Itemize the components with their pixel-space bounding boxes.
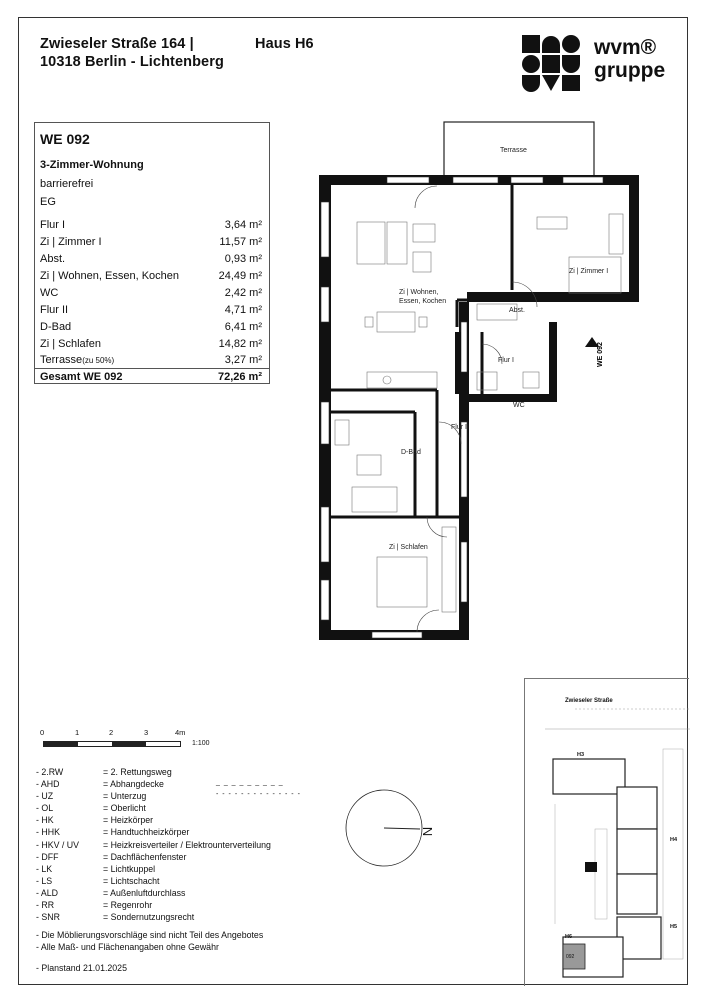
site-house-label: H5 <box>670 924 678 930</box>
area-table <box>34 122 270 384</box>
unit-type: 3-Zimmer-Wohnung <box>40 159 144 171</box>
legend-row <box>36 827 356 839</box>
label-flur2: Flur II <box>451 424 469 431</box>
legend-desc: = Außenluftdurchlass <box>103 887 186 898</box>
exposé-sheet <box>18 17 688 985</box>
room-area: 4,71 m² <box>224 304 262 316</box>
logo-mark-icon <box>520 33 580 93</box>
room-area: 0,93 m² <box>224 253 262 265</box>
legend-row <box>36 815 356 827</box>
room-name-note: (zu 50%) <box>82 356 115 365</box>
scale-tick-label: 4m <box>175 728 186 737</box>
legend-desc: = 2. Rettungsweg <box>103 767 172 777</box>
site-unit-label: 092 <box>566 954 575 960</box>
label-flur1: Flur I <box>498 357 514 364</box>
legend-abbr: - HK <box>36 815 54 826</box>
door-swings <box>415 186 537 632</box>
scale-ratio: 1:100 <box>192 740 210 747</box>
label-wc: WC <box>513 402 525 409</box>
area-row <box>40 219 262 235</box>
legend-desc: = Heizkörper <box>103 815 154 826</box>
room-name: Flur II <box>40 304 69 316</box>
room-name: Flur I <box>40 219 66 231</box>
legend-desc: = Oberlicht <box>103 803 146 814</box>
note-disclaimer: - Alle Maß- und Flächenangaben ohne Gewähr <box>36 942 219 952</box>
label-entrance: WE 092 <box>597 342 604 367</box>
logo-text-gruppe: gruppe <box>594 59 666 82</box>
total-label: Gesamt WE 092 <box>40 371 123 383</box>
legend-row <box>36 888 356 900</box>
room-name: Zi | Wohnen, Essen, Kochen <box>40 270 180 282</box>
scale-tick-label: 3 <box>144 728 149 737</box>
legend-abbr: - LS <box>36 875 53 886</box>
area-row <box>40 270 262 286</box>
legend-desc: = Handtuchheizkörper <box>103 827 190 838</box>
room-name: Zi | Schlafen <box>40 338 101 350</box>
partition-wall <box>455 332 461 394</box>
legend-row <box>36 912 356 924</box>
legend-abbr: - DFF <box>36 851 59 862</box>
address-line-2: 10318 Berlin - Lichtenberg <box>40 54 224 70</box>
notes <box>36 930 366 954</box>
label-living-2: Essen, Kochen <box>399 298 447 305</box>
label-abst: Abst. <box>509 307 525 314</box>
site-plan <box>524 678 689 986</box>
room-area: 3,27 m² <box>224 354 262 366</box>
legend-row <box>36 876 356 888</box>
total-divider <box>35 368 269 369</box>
legend-abbr: - UZ <box>36 791 54 802</box>
legend-row <box>36 803 356 815</box>
scale-tick-label: 2 <box>109 728 114 737</box>
exterior-walls <box>319 175 639 640</box>
legend-line-sample: - - - - - - - - - - - - - - <box>216 791 301 799</box>
legend-abbr: - OL <box>36 803 54 814</box>
unit-floor: EG <box>40 196 56 208</box>
room-area: 24,49 m² <box>218 270 262 282</box>
legend-row <box>36 852 356 864</box>
legend-abbr: - HHK <box>36 827 60 838</box>
scale-bar-graphic <box>43 741 181 747</box>
legend-desc: = Unterzug <box>103 791 147 802</box>
legend-abbr: - AHD <box>36 779 60 790</box>
room-name: Abst. <box>40 253 66 265</box>
site-house-label: H4 <box>670 837 678 843</box>
room-name: Zi | Zimmer I <box>40 236 102 248</box>
note-furniture: - Die Möblierungsvorschläge sind nicht Teil des Angebotes <box>36 930 264 940</box>
label-zimmer1: Zi | Zimmer I <box>569 268 609 275</box>
address-line-1: Zwieseler Straße 164 | <box>40 36 194 52</box>
unit-accessibility: barrierefrei <box>40 178 94 190</box>
legend-row <box>36 779 356 791</box>
site-house-label: H6 <box>565 934 573 940</box>
abbreviation-legend <box>36 767 356 924</box>
legend-desc: = Lichtschacht <box>103 875 160 886</box>
legend-abbr: - RR <box>36 900 55 911</box>
legend-abbr: - SNR <box>36 912 60 923</box>
wvm-logo <box>520 33 680 93</box>
room-area: 14,82 m² <box>218 338 262 350</box>
legend-abbr: - LK <box>36 863 53 874</box>
room-area: 2,42 m² <box>224 287 262 299</box>
unit-title: WE 092 <box>40 131 90 147</box>
legend-desc: = Abhangdecke <box>103 779 164 790</box>
total-row <box>40 371 262 383</box>
legend-abbr: - ALD <box>36 887 59 898</box>
compass-icon <box>344 788 424 868</box>
room-name <box>40 354 114 366</box>
north-label: N <box>420 826 436 837</box>
legend-abbr: - HKV / UV <box>36 839 80 850</box>
terrace-label: Terrasse <box>500 147 527 154</box>
house-label: Haus H6 <box>255 36 314 52</box>
area-row <box>40 236 262 252</box>
plan-date: - Planstand 21.01.2025 <box>36 963 127 973</box>
scale-bar <box>40 728 220 758</box>
site-house-label: H3 <box>577 752 585 758</box>
site-street-label: Zwieseler Straße <box>565 698 613 704</box>
floor-plan <box>317 122 609 672</box>
room-name: WC <box>40 287 59 299</box>
legend-row <box>36 900 356 912</box>
logo-text-wvm: wvm® <box>594 36 657 59</box>
legend-row <box>36 791 356 803</box>
legend-row <box>36 864 356 876</box>
room-name-text: Terrasse <box>40 354 83 366</box>
room-name: D-Bad <box>40 321 72 333</box>
area-row <box>40 287 262 303</box>
area-row <box>40 338 262 354</box>
area-row <box>40 321 262 337</box>
scale-tick-label: 1 <box>75 728 80 737</box>
label-living-1: Zi | Wohnen, <box>399 289 439 296</box>
total-area: 72,26 m² <box>217 371 262 383</box>
legend-abbr: - 2.RW <box>36 767 64 777</box>
legend-row <box>36 767 356 779</box>
scale-tick-label: 0 <box>40 728 45 737</box>
legend-desc: = Sondernutzungsrecht <box>103 912 195 923</box>
legend-desc: = Heizkreisverteiler / Elektrounterverteilung <box>103 839 271 850</box>
legend-row <box>36 840 356 852</box>
site-plan-drawing <box>525 679 690 987</box>
legend-desc: = Dachflächenfenster <box>103 851 187 862</box>
label-schlafen: Zi | Schlafen <box>389 544 428 551</box>
area-row <box>40 304 262 320</box>
legend-line-sample: _ _ _ _ _ _ _ _ _ <box>216 779 284 787</box>
label-dbad: D-Bad <box>401 449 421 456</box>
room-area: 11,57 m² <box>219 236 262 248</box>
interior-walls <box>331 185 512 517</box>
legend-desc: = Regenrohr <box>103 900 153 911</box>
legend-desc: = Lichtkuppel <box>103 863 156 874</box>
room-area: 6,41 m² <box>224 321 262 333</box>
area-row <box>40 253 262 269</box>
room-area: 3,64 m² <box>224 219 262 231</box>
